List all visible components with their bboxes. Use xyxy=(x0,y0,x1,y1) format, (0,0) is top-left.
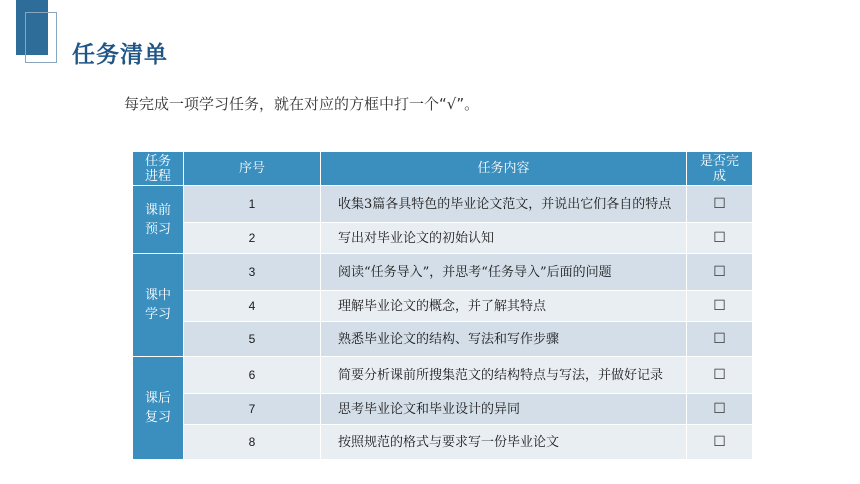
task-content: 思考毕业论文和毕业设计的异同 xyxy=(321,394,687,425)
row-number: 6 xyxy=(184,357,321,394)
table-row xyxy=(133,322,753,357)
completion-checkbox[interactable]: ☐ xyxy=(687,425,753,460)
header-number: 序号 xyxy=(184,152,321,186)
table-header-row xyxy=(133,152,753,186)
completion-checkbox[interactable]: ☐ xyxy=(687,223,753,254)
header-content: 任务内容 xyxy=(321,152,687,186)
task-content: 收集3篇各具特色的毕业论文范文，并说出它们各自的特点 xyxy=(321,186,687,223)
row-number: 4 xyxy=(184,291,321,322)
stage-label-in-class: 课中学习 xyxy=(133,254,184,357)
completion-checkbox[interactable]: ☐ xyxy=(687,394,753,425)
completion-checkbox[interactable]: ☐ xyxy=(687,357,753,394)
stage-label-after-class: 课后复习 xyxy=(133,357,184,460)
table-row xyxy=(133,291,753,322)
table-row xyxy=(133,186,753,223)
task-content: 简要分析课前所搜集范文的结构特点与写法，并做好记录 xyxy=(321,357,687,394)
completion-checkbox[interactable]: ☐ xyxy=(687,291,753,322)
row-number: 2 xyxy=(184,223,321,254)
table-row xyxy=(133,394,753,425)
table-row xyxy=(133,254,753,291)
title-accent-outline xyxy=(25,12,57,63)
row-number: 8 xyxy=(184,425,321,460)
stage-label-before-class: 课前预习 xyxy=(133,186,184,254)
header-stage: 任务进程 xyxy=(133,152,184,186)
completion-checkbox[interactable]: ☐ xyxy=(687,254,753,291)
task-content: 写出对毕业论文的初始认知 xyxy=(321,223,687,254)
table-row xyxy=(133,223,753,254)
row-number: 7 xyxy=(184,394,321,425)
task-content: 理解毕业论文的概念，并了解其特点 xyxy=(321,291,687,322)
completion-checkbox[interactable]: ☐ xyxy=(687,322,753,357)
task-content: 阅读“任务导入”，并思考“任务导入”后面的问题 xyxy=(321,254,687,291)
row-number: 1 xyxy=(184,186,321,223)
task-content: 熟悉毕业论文的结构、写法和写作步骤 xyxy=(321,322,687,357)
table-row xyxy=(133,357,753,394)
row-number: 5 xyxy=(184,322,321,357)
header-completed: 是否完成 xyxy=(687,152,753,186)
table-row xyxy=(133,425,753,460)
row-number: 3 xyxy=(184,254,321,291)
task-content: 按照规范的格式与要求写一份毕业论文 xyxy=(321,425,687,460)
page-title: 任务清单 xyxy=(72,42,168,68)
instruction-text: 每完成一项学习任务，就在对应的方框中打一个“√”。 xyxy=(124,95,480,113)
completion-checkbox[interactable]: ☐ xyxy=(687,186,753,223)
task-table xyxy=(132,151,753,460)
